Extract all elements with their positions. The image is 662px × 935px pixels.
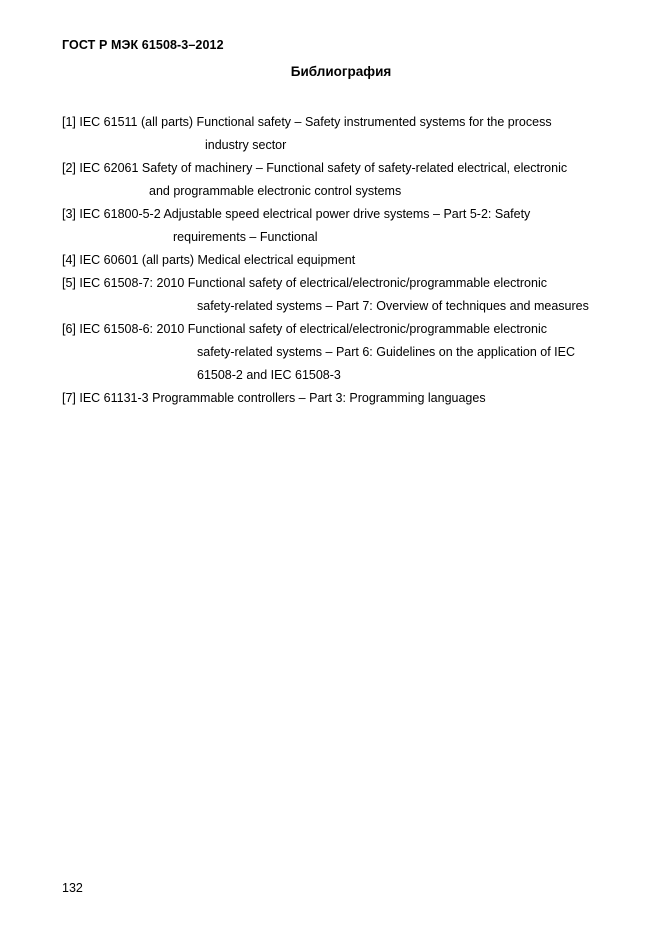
bib-entry-2-line-1: [2] IEC 62061 Safety of machinery – Functional safety of safety-related electrical, electronic [62, 161, 568, 175]
bib-entry-6-line-1: [6] IEC 61508-6: 2010 Functional safety of electrical/electronic/programmable electronic [62, 322, 547, 336]
bib-entry-6-line-3: 61508-2 and IEC 61508-3 [197, 368, 341, 382]
bib-entry-6-line-2: safety-related systems – Part 6: Guidelines on the application of IEC [197, 345, 575, 359]
page-number: 132 [62, 881, 83, 895]
bib-entry-7-line-1: [7] IEC 61131-3 Programmable controllers – Part 3: Programming languages [62, 391, 486, 405]
bib-entry-1-line-1: [1] IEC 61511 (all parts) Functional safety – Safety instrumented systems for the process [62, 115, 552, 129]
bib-entry-2-line-2: and programmable electronic control systems [149, 184, 402, 198]
bib-entry-5-line-2: safety-related systems – Part 7: Overview of techniques and measures [197, 299, 589, 313]
bib-entry-3-line-1: [3] IEC 61800-5-2 Adjustable speed electrical power drive systems – Part 5-2: Safety [62, 207, 531, 221]
bib-entry-5-line-1: [5] IEC 61508-7: 2010 Functional safety of electrical/electronic/programmable electronic [62, 276, 547, 290]
page-header-standard-code: ГОСТ Р МЭК 61508-3–2012 [62, 38, 224, 52]
bib-entry-1-line-2: industry sector [205, 138, 287, 152]
bib-entry-3-line-2: requirements – Functional [173, 230, 318, 244]
bib-entry-4-line-1: [4] IEC 60601 (all parts) Medical electrical equipment [62, 253, 356, 267]
bibliography-title: Библиография [290, 64, 392, 79]
